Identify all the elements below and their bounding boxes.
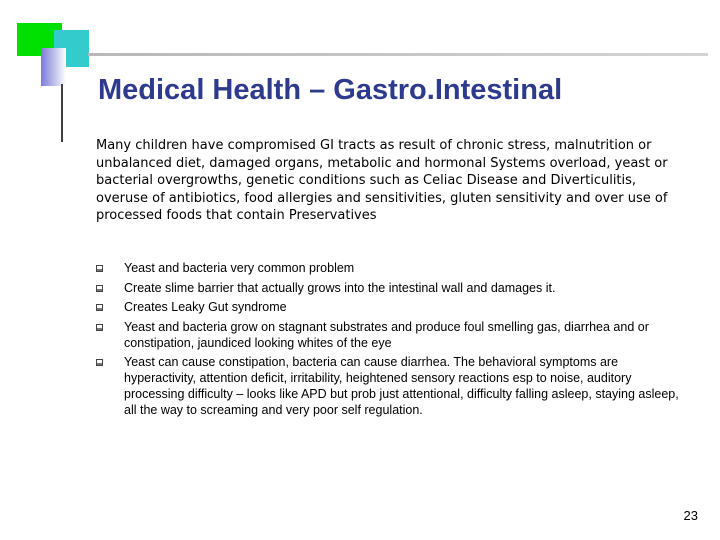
bullet-item — [96, 319, 686, 351]
bullet-item — [96, 354, 686, 418]
square-bullet-icon — [96, 324, 103, 331]
page-number: 23 — [683, 508, 698, 523]
title-divider-line — [88, 53, 708, 56]
bullet-text: Yeast and bacteria very common problem — [124, 261, 355, 275]
bullet-text: Yeast can cause constipation, bacteria can cause diarrhea. The behavioral symptoms are hyperactivity, attention deficit, irritability, heightened sensory reactions esp to noise, auditory processing difficulty – looks like APD but prob just attentional, difficulty falling asleep, staying asleep, all the way to screaming and very poor self regulation. — [124, 355, 679, 417]
decor-lavender-square — [41, 48, 66, 86]
square-bullet-icon — [96, 285, 103, 292]
bullet-text: Yeast and bacteria grow on stagnant substrates and produce foul smelling gas, diarrhea and or constipation, jaundiced looking whites of the eye — [124, 319, 649, 350]
square-bullet-icon — [96, 304, 103, 311]
bullet-text: Creates Leaky Gut syndrome — [124, 300, 287, 314]
bullet-text: Create slime barrier that actually grows into the intestinal wall and damages it. — [124, 280, 556, 295]
intro-paragraph: Many children have compromised GI tracts as result of chronic stress, malnutrition or unbalanced diet, damaged organs, metabolic and hormonal Systems overload, yeast or bacterial overgrowths, genetic conditions such as Celiac Disease and Diverticulitis, overuse of antibiotics, food allergies and sensitivities, gluten sensitivity and over use of processed foods that contain Preservatives — [96, 138, 668, 223]
bullet-item — [96, 280, 686, 296]
slide-title: Medical Health – Gastro.Intestinal — [98, 74, 563, 106]
bullet-list — [96, 260, 686, 422]
square-bullet-icon — [96, 359, 103, 366]
square-bullet-icon — [96, 265, 103, 272]
bullet-item — [96, 260, 686, 276]
left-accent-line — [61, 84, 63, 142]
bullet-item — [96, 299, 686, 315]
